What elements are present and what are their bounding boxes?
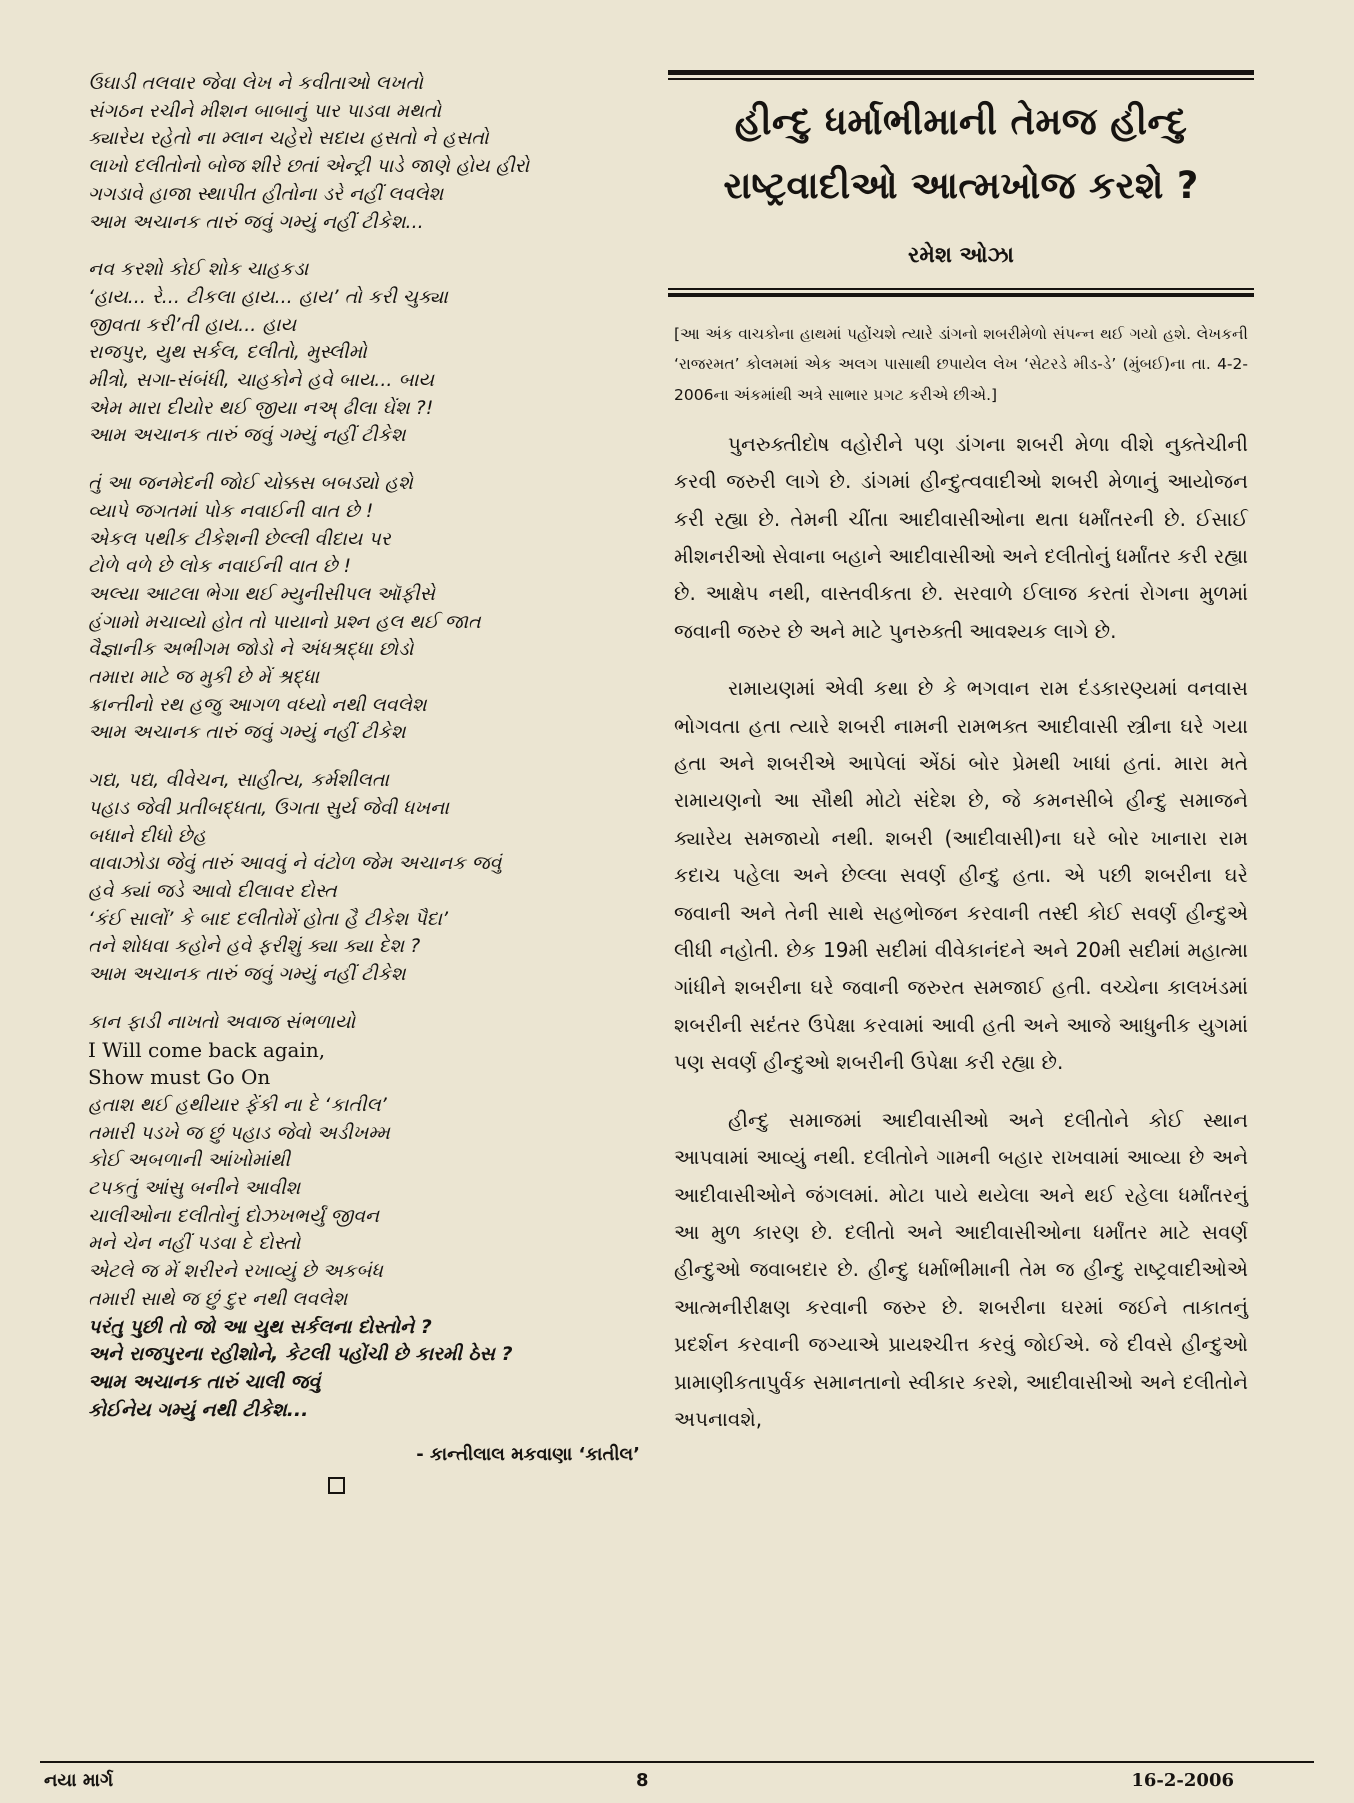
poem-line: આમ અચાનક તારું જવું ગમ્યું નહીં ટીકેશ [88, 721, 406, 744]
poem-line: અલ્યા આટલા ભેગા થઈ મ્યુનીસીપલ ઑફીસે [88, 582, 435, 605]
poem-line: Show must Go On [88, 1065, 271, 1090]
poem-line: ચાલીઓના દલીતોનું દોઝખભર્યું જીવન [88, 1204, 380, 1227]
poem-line: કોઈનેય ગમ્યું નથી ટીકેશ... [88, 1398, 309, 1421]
poem-stanza [88, 1009, 648, 1425]
poem-stanza [88, 70, 648, 236]
poem-body [88, 70, 648, 1424]
poem-line: રાજપુર, યુથ સર્કલ, દલીતો, મુસ્લીમો [88, 341, 367, 364]
poem-line: ઉઘાડી તલવાર જેવા લેખ ને કવીતાઓ લખતો [88, 72, 423, 94]
poem-line: ‘કંઈ સાલોં’ કે બાદ દલીતોમેં હોતા હૈ ટીકેશ પૈદા’ [88, 907, 448, 930]
poem-line: જીવતા કરી’તી હાય... હાય [88, 313, 297, 336]
poem-line: તું આ જનમેદની જોઈ ચોક્કસ બબડ્યો હશે [88, 472, 413, 495]
poem-line: નવ કરશો કોઈ શોક ચાહકડા [88, 258, 309, 281]
poem-line: ટપકતું આંસુ બનીને આવીશ [88, 1177, 301, 1200]
poem-line: સંગઠન રચીને મીશન બાબાનું પાર પાડવા મથતો [88, 99, 442, 122]
article-column [668, 70, 1254, 1458]
headline-top-rule-thin [668, 78, 1254, 80]
poem-line: I Will come back again, [88, 1037, 326, 1062]
poem-line: આમ અચાનક તારું ચાલી જવું [88, 1370, 321, 1393]
poem-line: ગગડાવે હાજા સ્થાપીત હીતોના ડરે નહીં લવલેશ [88, 182, 444, 205]
article-paragraph-1: પુનરુક્તીદોષ વહોરીને પણ ડાંગના શબરી મેળા વીશે નુક્તેચીની કરવી જરુરી લાગે છે. ડાંગમાં હીન્દુત્વવાદીઓ શબરી મેળાનું આયોજન કરી રહ્યા છે. તેમની ચીંતા આદીવાસીઓના થતા ધર્માંતરની છે. ઈસાઈ મીશનરીઓ સેવાના બહાને આદીવાસીઓ અને દલીતોનું ધર્માંતર કરી રહ્યા છે. આક્ષેપ નથી, વાસ્તવીકતા છે. સરવાળે ઈલાજ કરતાં રોગના મુળમાં જવાની જરુર છે અને માટે પુનરુક્તી આવશ્યક લાગે છે. [674, 431, 1248, 643]
publication-name: નયા માર્ગ [44, 1770, 114, 1791]
poem-line: હંગામો મચાવ્યો હોત તો પાયાનો પ્રશ્ન હલ થઈ જાત [88, 610, 481, 633]
poem-line: આમ અચાનક તારું જવું ગમ્યું નહીં ટીકેશ... [88, 210, 424, 233]
poem-line: લાખો દલીતોનો બોજ શીરે છતાં એન્ટ્રી પાડે જાણે હોય હીરો [88, 155, 530, 178]
poem-line: મીત્રો, સગા-સંબંધી, ચાહકોને હવે બાય... બાય [88, 369, 434, 392]
editor-note: [આ અંક વાચકોના હાથમાં પહોંચશે ત્યારે ડાંગનો શબરીમેળો સંપન્ન થઈ ગયો હશે. લેખકની ‘રાજરમત’ કોલમમાં એક અલગ પાસાથી છપાયેલ લેખ ‘સેટરડે મીડ-ડે’ (મુંબઈ)ના તા. 4-2-2006ના અંકમાંથી અત્રે સાભાર પ્રગટ કરીએ છીએ.] [674, 324, 1248, 404]
poem-column [88, 70, 648, 1494]
headline-bottom-rule [668, 293, 1254, 297]
poem-line: મને ચેન નહીં પડવા દે દોસ્તો [88, 1232, 301, 1255]
poem-line: કાન ફાડી નાખતો અવાજ સંભળાયો [88, 1010, 356, 1033]
article-paragraph-2: રામાયણમાં એવી કથા છે કે ભગવાન રામ દંડકારણ્યમાં વનવાસ ભોગવતા હતા ત્યારે શબરી નામની રામભક્ત આદીવાસી સ્ત્રીના ઘરે ગયા હતા અને શબરીએ આપેલાં એંઠાં બોર પ્રેમથી ખાધાં હતાં. મારા મતે રામાયણનો આ સૌથી મોટો સંદેશ છે, જે કમનસીબે હીન્દુ સમાજને ક્યારેય સમજાયો નથી. શબરી (આદીવાસી)ના ઘરે બોર ખાનારા રામ કદાચ પહેલા અને છેલ્લા સવર્ણ હીન્દુ હતા. એ પછી શબરીના ઘરે જવાની અને તેની સાથે સહભોજન કરવાની તસ્દી કોઈ સવર્ણ હીન્દુએ લીધી નહોતી. છેક 19મી સદીમાં વીવેકાનંદને અને 20મી સદીમાં મહાત્મા ગાંધીને શબરીના ઘરે જવાની જરુરત સમજાઈ હતી. વચ્ચેના કાલખંડમાં શબરીની સદંતર ઉપેક્ષા કરવામાં આવી હતી અને આજે આધુનીક યુગમાં પણ સવર્ણ હીન્દુઓ શબરીની ઉપેક્ષા કરી રહ્યા છે. [674, 676, 1248, 1075]
headline-bottom-rule-thin [668, 288, 1254, 290]
poem-line: ટોળે વળે છે લોક નવાઈની વાત છે ! [88, 555, 352, 578]
poem-signature: - કાન્તીલાલ મકવાણા ‘કાતીલ’ [416, 1444, 640, 1466]
poem-line: આમ અચાનક તારું જવું ગમ્યું નહીં ટીકેશ [88, 963, 406, 986]
poem-line: અને રાજપુરના રહીશોને, કેટલી પહોંચી છે કારમી ઠેસ ? [88, 1343, 513, 1366]
footer-rule [40, 1761, 1314, 1763]
page-number: 8 [636, 1770, 649, 1791]
headline-line-2: રાષ્ટ્રવાદીઓ આત્મખોજ કરશે ? [723, 164, 1199, 207]
poem-line: એમ મારા દીયોર થઈ જીયા નઅ્ ઢીલા ઘેંશ ?! [88, 396, 434, 419]
poem-line: તમારી સાથે જ છું દુર નથી લવલેશ [88, 1287, 348, 1310]
poem-line: ક્રાન્તીનો રથ હજુ આગળ વધ્યો નથી લવલેશ [88, 693, 427, 716]
poem-line: વૈજ્ઞાનીક અભીગમ જોડો ને અંધશ્રદ્ધા છોડો [88, 638, 414, 661]
poem-line: એકલ પથીક ટીકેશની છેલ્લી વીદાય પર [88, 527, 391, 550]
end-of-article-box-icon [328, 1477, 345, 1494]
poem-line: ‘હાય... રે... ટીકલા હાય... હાય’ તો કરી ચુક્યા [88, 285, 448, 308]
poem-line: પરંતુ પુછી તો જો આ યુથ સર્કલના દોસ્તોને ? [88, 1315, 432, 1338]
poem-line: બધાને દીધો છેહ [88, 824, 206, 847]
poem-stanza [88, 470, 648, 747]
poem-line: આમ અચાનક તારું જવું ગમ્યું નહીં ટીકેશ [88, 424, 406, 447]
headline-top-rule [668, 70, 1254, 75]
poem-line: કોઈ અબળાની આંખોમાંથી [88, 1149, 290, 1172]
poem-line: તને શોધવા કહોને હવે ફરીશું ક્યા ક્યા દેશ ? [88, 935, 421, 958]
poem-line: તમારા માટે જ મુકી છે મેં શ્રદ્ધા [88, 666, 320, 689]
poem-stanza [88, 256, 648, 450]
poem-line: ક્યારેય રહેતો ના મ્લાન ચહેરો સદાય હસતો ને હસતો [88, 127, 489, 150]
poem-line: વાવાઝોડા જેવું તારું આવવું ને વંટોળ જેમ અચાનક જવું [88, 852, 502, 875]
headline-line-1: હીન્દુ ધર્માભીમાની તેમજ હીન્દુ [734, 100, 1188, 143]
poem-line: હવે ક્યાં જડે આવો દીલાવર દોસ્ત [88, 879, 337, 902]
issue-date: 16-2-2006 [1131, 1770, 1234, 1791]
poem-stanza [88, 767, 648, 989]
poem-line: ગદ્ય, પદ્ય, વીવેચન, સાહીત્ય, કર્મશીલતા [88, 769, 389, 792]
poem-line: વ્યાપે જગતમાં પોક નવાઈની વાત છે ! [88, 499, 374, 522]
poem-line: પહાડ જેવી પ્રતીબદ્ધતા, ઉગતા સુર્ય જેવી ધખના [88, 796, 449, 819]
poem-line: તમારી પડખે જ છું પહાડ જેવો અડીખમ્મ [88, 1121, 390, 1144]
poem-line: હતાશ થઈ હથીયાર ફેંકી ના દે ‘કાતીલ’ [88, 1093, 387, 1116]
poem-line: એટલે જ મેં શરીરને રખાવ્યું છે અકબંધ [88, 1260, 383, 1283]
article-headline [668, 90, 1254, 218]
article-author: રમેશ ઓઝા [908, 242, 1014, 268]
article-paragraph-3: હીન્દુ સમાજમાં આદીવાસીઓ અને દલીતોને કોઈ સ્થાન આપવામાં આવ્યું નથી. દલીતોને ગામની બહાર રાખવામાં આવ્યા છે અને આદીવાસીઓને જંગલમાં. મોટા પાયે થયેલા અને થઈ રહેલા ધર્માંતરનું આ મુળ કારણ છે. દલીતો અને આદીવાસીઓના ધર્માંતર માટે સવર્ણ હીન્દુઓ જવાબદાર છે. હીન્દુ ધર્માભીમાની તેમ જ હીન્દુ રાષ્ટ્રવાદીઓએ આત્મનીરીક્ષણ કરવાની જરુર છે. શબરીના ઘરમાં જઈને તાકાતનું પ્રદર્શન કરવાની જગ્યાએ પ્રાયશ્ચીત્ત કરવું જોઈએ. જે દીવસે હીન્દુઓ પ્રામાણીકતાપુર્વક સમાનતાનો સ્વીકાર કરશે, આદીવાસીઓ અને દલીતોને અપનાવશે, [674, 1107, 1248, 1431]
